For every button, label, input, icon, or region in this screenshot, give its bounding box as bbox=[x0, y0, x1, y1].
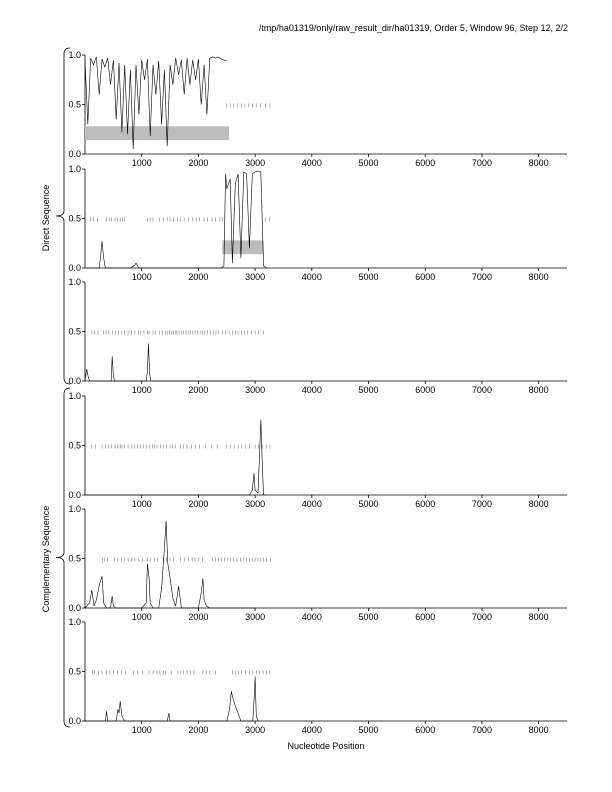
y-tick-label: 0.5 bbox=[68, 440, 81, 451]
direct-sequence-label: Direct Sequence bbox=[41, 184, 51, 252]
x-tick-label: 8000 bbox=[528, 725, 549, 735]
y-tick-label: 0.5 bbox=[68, 99, 81, 110]
x-tick-label: 5000 bbox=[358, 385, 379, 395]
x-axis-label: Nucleotide Position bbox=[287, 741, 365, 751]
x-tick-label: 2000 bbox=[188, 272, 209, 282]
x-tick-label: 3000 bbox=[245, 499, 266, 509]
complementary-sequence-label: Complementary Sequence bbox=[41, 505, 51, 613]
y-tick-label: 0.0 bbox=[68, 376, 81, 386]
x-tick-label: 1000 bbox=[131, 725, 152, 735]
x-tick-label: 6000 bbox=[415, 612, 436, 622]
x-tick-label: 3000 bbox=[245, 158, 266, 168]
x-tick-label: 2000 bbox=[188, 725, 209, 735]
x-tick-label: 6000 bbox=[415, 385, 436, 395]
x-tick-label: 4000 bbox=[301, 272, 322, 282]
x-tick-label: 5000 bbox=[358, 612, 379, 622]
x-tick-label: 3000 bbox=[245, 725, 266, 735]
x-tick-label: 1000 bbox=[131, 158, 152, 168]
y-tick-label: 0.0 bbox=[68, 603, 81, 613]
x-tick-label: 4000 bbox=[301, 385, 322, 395]
y-tick-label: 0.5 bbox=[68, 553, 81, 564]
y-tick-label: 1.0 bbox=[68, 504, 81, 514]
x-tick-label: 3000 bbox=[245, 272, 266, 282]
y-tick-label: 0.0 bbox=[68, 716, 81, 726]
x-tick-label: 8000 bbox=[528, 499, 549, 509]
x-tick-label: 4000 bbox=[301, 612, 322, 622]
y-tick-label: 0.5 bbox=[68, 213, 81, 224]
y-tick-label: 1.0 bbox=[68, 164, 81, 174]
y-tick-label: 0.5 bbox=[68, 326, 81, 337]
x-tick-label: 8000 bbox=[528, 158, 549, 168]
x-tick-label: 1000 bbox=[131, 272, 152, 282]
x-tick-label: 2000 bbox=[188, 385, 209, 395]
x-tick-label: 7000 bbox=[471, 272, 492, 282]
x-tick-label: 4000 bbox=[301, 499, 322, 509]
x-tick-label: 3000 bbox=[245, 385, 266, 395]
y-tick-label: 0.0 bbox=[68, 263, 81, 273]
x-tick-label: 7000 bbox=[471, 612, 492, 622]
page-title: /tmp/ha01319/only/raw_result_dir/ha01319, Order 5, Window 96, Step 12, 2/2 bbox=[258, 23, 568, 33]
x-tick-label: 2000 bbox=[188, 499, 209, 509]
y-tick-label: 1.0 bbox=[68, 617, 81, 627]
x-tick-label: 2000 bbox=[188, 158, 209, 168]
highlight-bar bbox=[85, 126, 229, 140]
x-tick-label: 2000 bbox=[188, 612, 209, 622]
y-tick-label: 0.5 bbox=[68, 666, 81, 677]
x-tick-label: 5000 bbox=[358, 725, 379, 735]
x-tick-label: 4000 bbox=[301, 158, 322, 168]
x-tick-label: 7000 bbox=[471, 385, 492, 395]
x-tick-label: 3000 bbox=[245, 612, 266, 622]
y-tick-label: 1.0 bbox=[68, 50, 81, 60]
series-line bbox=[85, 343, 255, 381]
series-line bbox=[85, 521, 255, 608]
y-tick-label: 0.0 bbox=[68, 490, 81, 500]
x-tick-label: 6000 bbox=[415, 499, 436, 509]
highlight-bar bbox=[222, 240, 263, 254]
x-tick-label: 1000 bbox=[131, 612, 152, 622]
x-tick-label: 4000 bbox=[301, 725, 322, 735]
x-tick-label: 7000 bbox=[471, 499, 492, 509]
x-tick-label: 1000 bbox=[131, 385, 152, 395]
x-tick-label: 5000 bbox=[358, 499, 379, 509]
x-tick-label: 5000 bbox=[358, 272, 379, 282]
x-tick-label: 6000 bbox=[415, 158, 436, 168]
series-line bbox=[85, 677, 258, 722]
y-tick-label: 0.0 bbox=[68, 149, 81, 159]
x-tick-label: 7000 bbox=[471, 725, 492, 735]
x-tick-label: 6000 bbox=[415, 272, 436, 282]
x-tick-label: 5000 bbox=[358, 158, 379, 168]
y-tick-label: 1.0 bbox=[68, 391, 81, 401]
x-tick-label: 8000 bbox=[528, 272, 549, 282]
series-line bbox=[85, 420, 267, 495]
x-tick-label: 8000 bbox=[528, 385, 549, 395]
y-tick-label: 1.0 bbox=[68, 277, 81, 287]
x-tick-label: 1000 bbox=[131, 499, 152, 509]
x-tick-label: 8000 bbox=[528, 612, 549, 622]
x-tick-label: 6000 bbox=[415, 725, 436, 735]
x-tick-label: 7000 bbox=[471, 158, 492, 168]
